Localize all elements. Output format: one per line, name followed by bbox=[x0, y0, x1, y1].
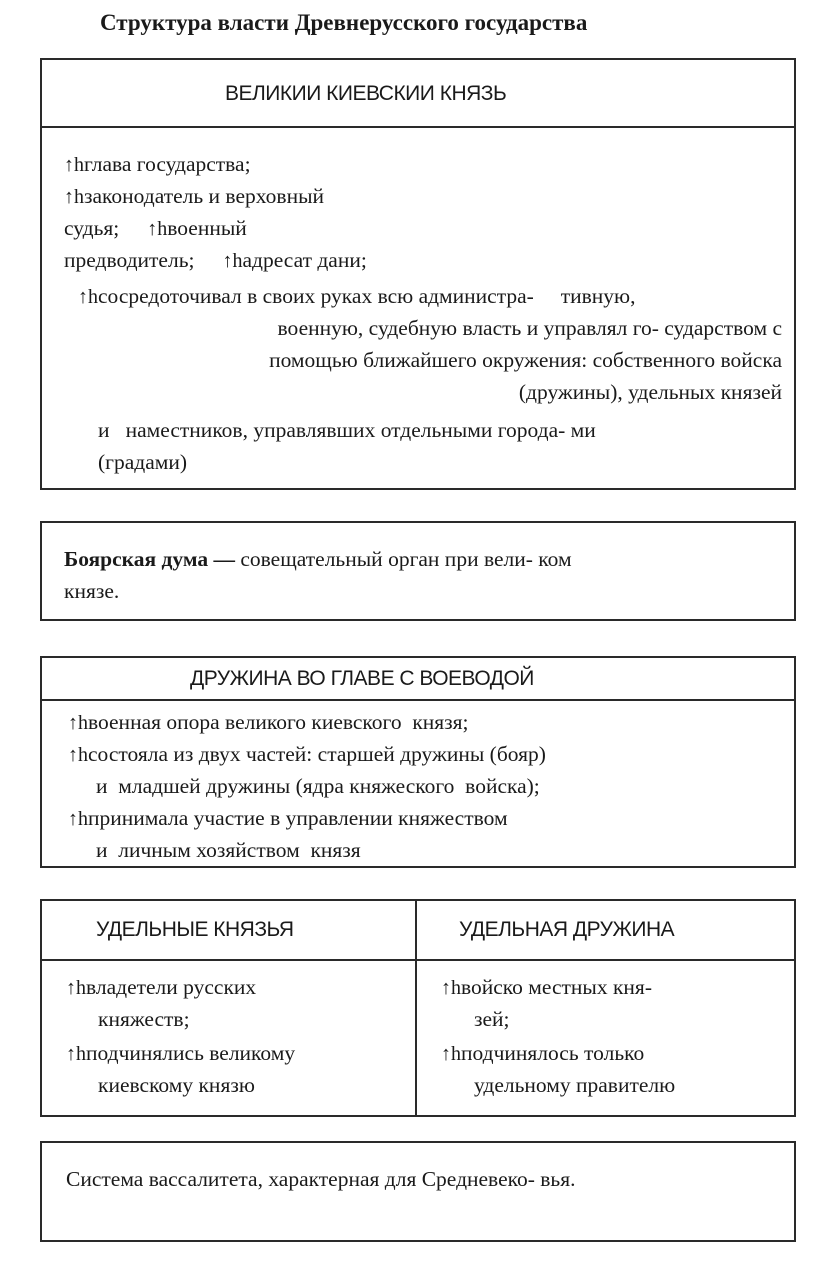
bullet-marker: ↑h bbox=[64, 154, 84, 176]
list-item-continuation: княжеств; bbox=[98, 1007, 190, 1031]
appanage-header-row bbox=[42, 901, 794, 961]
bullet-marker: ↑h bbox=[68, 808, 88, 830]
list-item: ↑hглава государства; bbox=[64, 152, 251, 176]
list-item: предводитель; ↑hадресат дани; bbox=[64, 248, 367, 272]
list-item: ↑hзаконодатель и верховный bbox=[64, 184, 325, 208]
grand-prince-header-label: ВЕЛИКИИ КИЕВСКИИ КНЯЗЬ bbox=[225, 82, 507, 105]
druzhina-header-label: ДРУЖИНА ВО ГЛАВЕ С ВОЕВОДОЙ bbox=[190, 667, 534, 690]
boyar-duma-box bbox=[40, 521, 796, 621]
bullet-marker: ↑h bbox=[78, 286, 98, 308]
list-item-continuation: зей; bbox=[474, 1007, 510, 1031]
bullet-marker: ↑h bbox=[147, 218, 168, 240]
list-item-continuation: военную, судебную власть и управлял го- сударством с bbox=[277, 316, 782, 340]
grand-prince-header bbox=[42, 60, 794, 128]
appanage-princes-header: УДЕЛЬНЫЕ КНЯЗЬЯ bbox=[96, 918, 294, 941]
vassalage-box bbox=[40, 1141, 796, 1242]
list-item: ↑hподчинялись великому bbox=[66, 1041, 296, 1065]
bullet-marker: ↑h bbox=[66, 977, 86, 999]
column-divider bbox=[415, 901, 417, 1115]
list-item: судья; ↑hвоенный bbox=[64, 216, 247, 240]
list-item: ↑hвладетели русских bbox=[66, 975, 257, 999]
bullet-marker: ↑h bbox=[68, 744, 88, 766]
appanage-druzhina-header: УДЕЛЬНАЯ ДРУЖИНА bbox=[459, 918, 675, 941]
bullet-marker: ↑h bbox=[68, 712, 88, 734]
list-item: ↑hвоенная опора великого киевского князя; bbox=[68, 710, 469, 734]
list-item: ↑hпринимала участие в управлении княжеством bbox=[68, 806, 508, 830]
duma-term: Боярская дума — bbox=[64, 547, 235, 571]
list-item: ↑hсостояла из двух частей: старшей дружины (бояр) bbox=[68, 742, 546, 766]
duma-line-2: князе. bbox=[64, 579, 120, 603]
list-item-continuation: и личным хозяйством князя bbox=[96, 838, 361, 862]
appanage-box bbox=[40, 899, 796, 1117]
druzhina-header bbox=[42, 658, 794, 701]
grand-prince-box bbox=[40, 58, 796, 490]
vassalage-text: Система вассалитета, характерная для Средневеко- вья. bbox=[66, 1167, 576, 1191]
list-item: ↑hвойско местных кня- bbox=[441, 975, 652, 999]
list-item: ↑hсосредоточивал в своих руках всю администра- тивную, bbox=[78, 284, 636, 308]
list-item-continuation: (градами) bbox=[98, 450, 188, 474]
bullet-marker: ↑h bbox=[64, 186, 84, 208]
bullet-marker: ↑h bbox=[441, 1043, 461, 1065]
list-item-continuation: (дружины), удельных князей bbox=[518, 380, 782, 404]
list-item-continuation: и младшей дружины (ядра княжеского войска); bbox=[96, 774, 540, 798]
bullet-marker: ↑h bbox=[222, 250, 243, 272]
duma-line-1: Боярская дума — совещательный орган при вели- ком bbox=[64, 547, 572, 571]
list-item: ↑hподчинялось только bbox=[441, 1041, 645, 1065]
list-item-continuation: удельному правителю bbox=[474, 1073, 676, 1097]
list-item-continuation: киевскому князю bbox=[98, 1073, 255, 1097]
bullet-marker: ↑h bbox=[441, 977, 461, 999]
list-item-continuation: и наместников, управлявших отдельными города- ми bbox=[98, 418, 596, 442]
druzhina-box bbox=[40, 656, 796, 868]
page-title: Структура власти Древнерусского государства bbox=[100, 10, 588, 35]
list-item-continuation: помощью ближайшего окружения: собственного войска bbox=[269, 348, 782, 372]
bullet-marker: ↑h bbox=[66, 1043, 86, 1065]
